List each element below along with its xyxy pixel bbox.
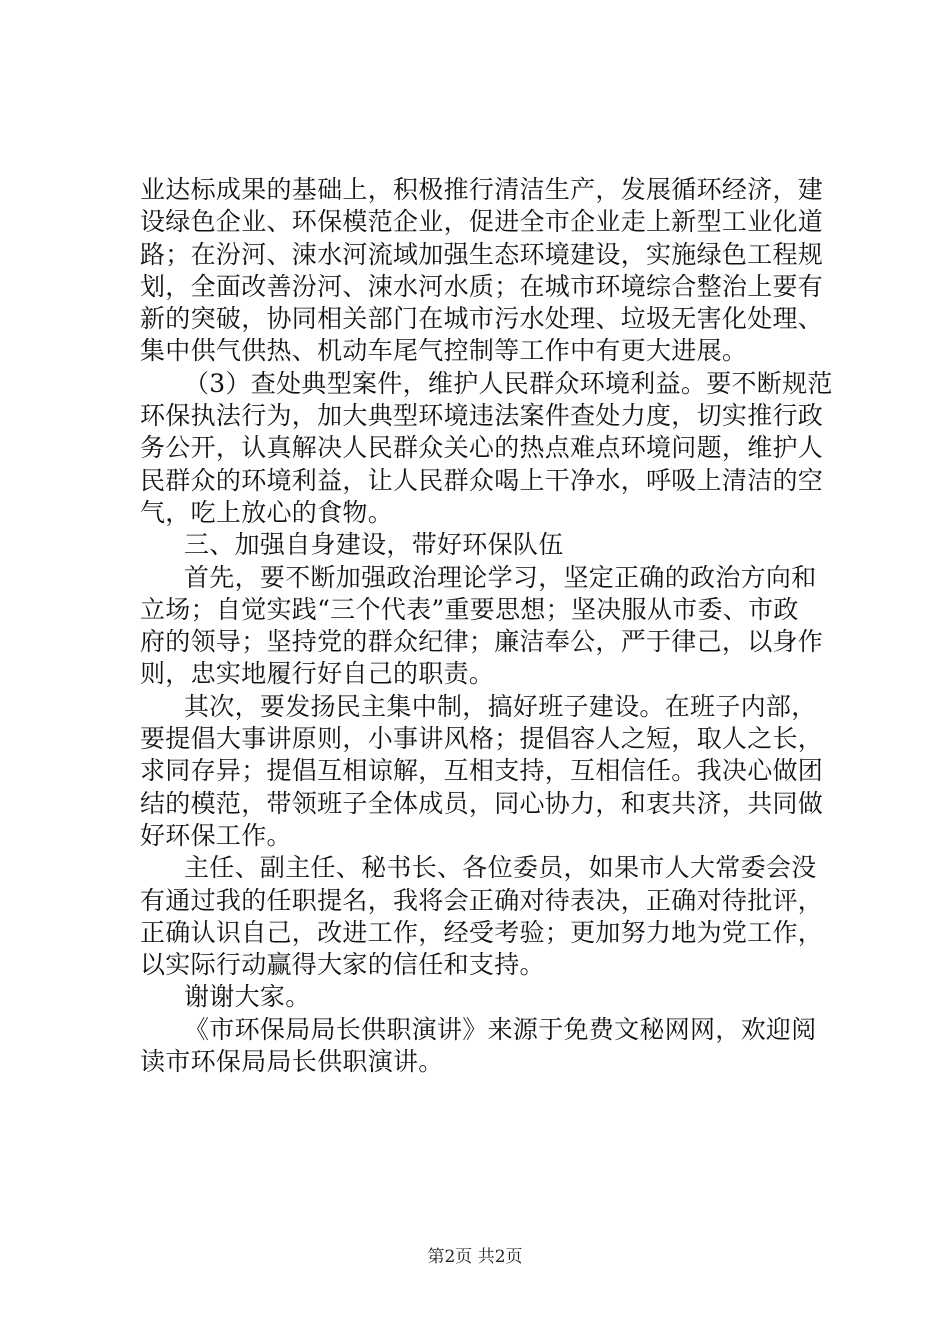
text-line: （3）查处典型案件，维护人民群众环境利益。要不断规范 <box>184 368 833 398</box>
page-footer: 第2页 共2页 <box>427 1247 523 1267</box>
text-line: 以实际行动赢得大家的信任和支持。 <box>140 950 545 980</box>
text-line: 集中供气供热、机动车尾气控制等工作中有更大进展。 <box>140 336 748 366</box>
text-line: 立场；自觉实践“三个代表”重要思想；坚决服从市委、市政 <box>140 594 799 624</box>
text-line: 民群众的环境利益，让人民群众喝上干净水，呼吸上清洁的空 <box>140 465 824 495</box>
text-line: 设绿色企业、环保模范企业，促进全市企业走上新型工业化道 <box>140 207 824 237</box>
text-line: 要提倡大事讲原则，小事讲风格；提倡容人之短，取人之长， <box>140 724 824 754</box>
text-line: 求同存异；提倡互相谅解，互相支持，互相信任。我决心做团 <box>140 756 824 786</box>
text-line: 环保执法行为，加大典型环境违法案件查处力度，切实推行政 <box>140 401 824 431</box>
text-line: 路；在汾河、涑水河流域加强生态环境建设，实施绿色工程规 <box>140 239 824 269</box>
text-line: 主任、副主任、秘书长、各位委员，如果市人大常委会没 <box>184 853 817 883</box>
text-line: 府的领导；坚持党的群众纪律；廉洁奉公，严于律己，以身作 <box>140 627 824 657</box>
text-line: 首先，要不断加强政治理论学习，坚定正确的政治方向和 <box>184 562 817 592</box>
text-line: 划，全面改善汾河、涑水河水质；在城市环境综合整治上要有 <box>140 271 824 301</box>
text-line: 结的模范，带领班子全体成员，同心协力，和衷共济，共同做 <box>140 788 824 818</box>
text-line: 有通过我的任职提名，我将会正确对待表决，正确对待批评， <box>140 885 824 915</box>
text-line: 谢谢大家。 <box>184 982 311 1012</box>
text-line: 则，忠实地履行好自己的职责。 <box>140 659 495 689</box>
text-line: 《市环保局局长供职演讲》来源于免费文秘网网，欢迎阅 <box>184 1014 817 1044</box>
text-line: 读市环保局局长供职演讲。 <box>140 1047 444 1077</box>
text-line: 气，吃上放心的食物。 <box>140 497 394 527</box>
text-line: 务公开，认真解决人民群众关心的热点难点环境问题，维护人 <box>140 433 824 463</box>
text-line: 其次，要发扬民主集中制，搞好班子建设。在班子内部， <box>184 691 817 721</box>
text-line: 新的突破，协同相关部门在城市污水处理、垃圾无害化处理、 <box>140 304 824 334</box>
text-line: 三、加强自身建设，带好环保队伍 <box>184 530 564 560</box>
document-body <box>140 174 833 1078</box>
text-line: 正确认识自己，改进工作，经受考验；更加努力地为党工作， <box>140 917 824 947</box>
text-line: 业达标成果的基础上，积极推行清洁生产，发展循环经济，建 <box>140 175 824 204</box>
text-line: 好环保工作。 <box>140 820 292 850</box>
